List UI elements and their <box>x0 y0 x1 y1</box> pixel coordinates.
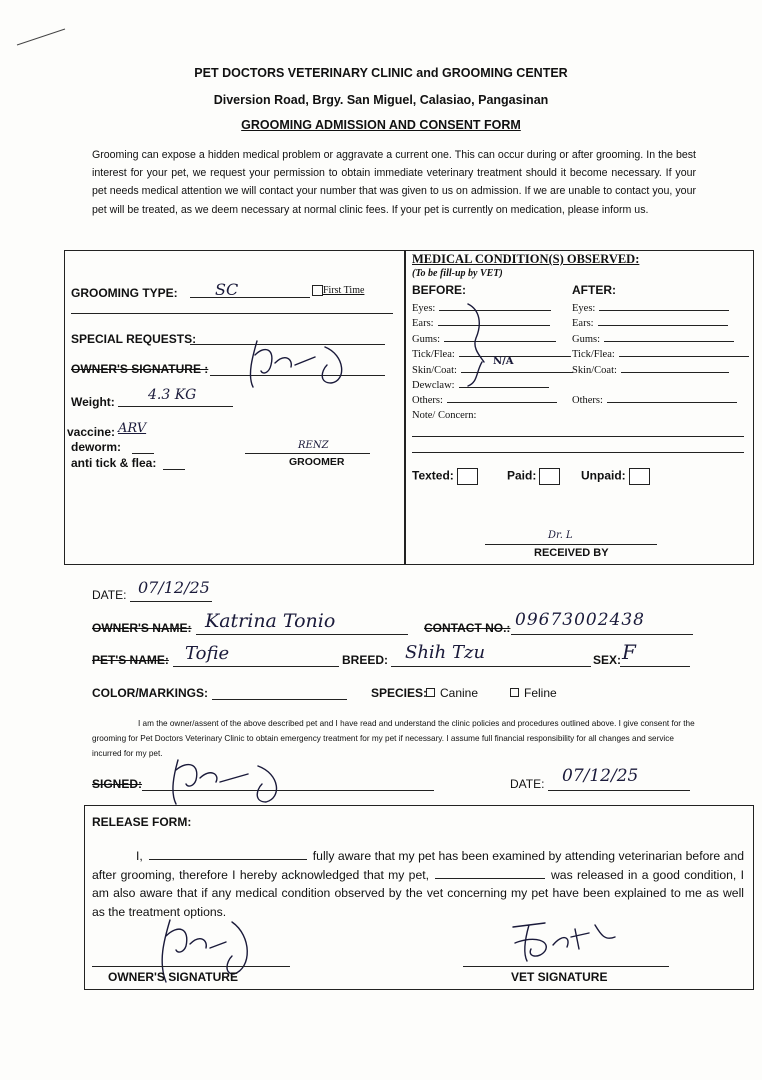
color-label: COLOR/MARKINGS: <box>92 686 208 700</box>
unpaid-checkbox[interactable] <box>581 468 650 485</box>
consent-date-value[interactable]: 07/12/25 <box>562 766 639 786</box>
texted-checkbox[interactable] <box>412 468 478 485</box>
before-field-label: Eyes: <box>412 303 436 314</box>
release-text-1: I, <box>136 849 143 863</box>
owner-name-value[interactable]: Katrina Tonio <box>205 610 336 632</box>
consent-date-line <box>548 789 690 791</box>
form-title: GROOMING ADMISSION AND CONSENT FORM <box>241 118 521 132</box>
species-label: SPECIES: <box>371 686 428 700</box>
species-feline-label: Feline <box>524 686 557 700</box>
groomer-label: GROOMER <box>289 456 345 468</box>
after-field-line <box>621 363 729 373</box>
grooming-type-value[interactable]: SC <box>215 280 239 299</box>
after-field-label: Ears: <box>572 318 594 330</box>
date-value[interactable]: 07/12/25 <box>138 578 210 597</box>
date-line <box>130 600 212 602</box>
weight-line <box>118 405 233 407</box>
after-field-row[interactable] <box>572 393 737 406</box>
received-by-value[interactable]: Dr. L <box>548 530 573 541</box>
after-field-label: Skin/Coat: <box>572 364 617 376</box>
release-vet-line <box>463 965 669 967</box>
vaccine-value[interactable]: ARV <box>118 421 147 436</box>
before-field-row[interactable] <box>412 393 557 406</box>
medical-subtitle: (To be fill-up by VET) <box>412 268 503 279</box>
before-label: BEFORE: <box>412 283 466 297</box>
release-title: RELEASE FORM: <box>92 815 192 829</box>
after-field-line <box>607 393 737 403</box>
after-field-label: Others: <box>572 395 603 406</box>
first-time-checkbox[interactable] <box>312 285 364 296</box>
anti-tick-label: anti tick & flea: <box>71 456 157 470</box>
contact-value[interactable]: 09673002438 <box>515 610 645 630</box>
before-field-label: Skin/Coat: <box>412 364 457 376</box>
scan-mark <box>15 25 70 50</box>
first-time-label: First Time <box>323 285 365 296</box>
after-field-line <box>604 332 734 342</box>
after-field-row[interactable] <box>572 363 729 376</box>
after-field-line <box>599 301 729 311</box>
paid-checkbox[interactable] <box>507 468 560 485</box>
before-field-label: Tick/Flea: <box>412 349 455 361</box>
signed-label: SIGNED: <box>92 777 143 791</box>
clinic-name: PET DOCTORS VETERINARY CLINIC and GROOMING CENTER <box>194 66 568 80</box>
contact-line <box>511 633 693 635</box>
after-field-label: Eyes: <box>572 303 596 314</box>
vaccine-label: vaccine: <box>67 425 116 439</box>
special-requests-label: SPECIAL REQUESTS: <box>71 332 197 346</box>
before-field-label: Gums: <box>412 333 441 345</box>
species-feline-checkbox[interactable] <box>510 686 557 700</box>
release-name-blank[interactable] <box>149 849 307 860</box>
texted-label: Texted: <box>412 468 454 483</box>
vet-signature <box>505 915 625 967</box>
anti-tick-line <box>163 468 185 470</box>
release-text-3: was released in a good condition, I am also aware that if any medical condition observed by the vet concerning my pet have been explained to me as well as the treatment options. <box>92 867 744 919</box>
deworm-label: deworm: <box>71 440 122 454</box>
grooming-type-label: GROOMING TYPE: <box>71 286 178 300</box>
received-by-label: RECEIVED BY <box>534 547 609 559</box>
release-owner-line <box>92 965 290 967</box>
after-field-label: Tick/Flea: <box>572 349 615 361</box>
groomer-line <box>245 452 370 454</box>
deworm-line <box>132 452 154 454</box>
release-pet-blank[interactable] <box>435 868 545 879</box>
sex-line <box>620 665 690 667</box>
groomer-name[interactable]: RENZ <box>298 440 329 451</box>
note-label: Note/ Concern: <box>412 410 477 421</box>
consent-signature <box>160 752 300 808</box>
unpaid-label: Unpaid: <box>581 468 626 483</box>
after-field-row[interactable] <box>572 301 729 314</box>
owner-name-label: OWNER'S NAME: <box>92 621 192 635</box>
after-field-label: Gums: <box>572 333 601 345</box>
before-field-line <box>447 393 557 403</box>
release-vet-label: VET SIGNATURE <box>511 970 608 984</box>
consent-date-label: DATE: <box>510 777 545 791</box>
release-owner-label: OWNER'S SIGNATURE <box>108 970 238 984</box>
consent-text: I am the owner/assent of the above described pet and I have read and understand the clinic policies and procedures outlined above. I give consent for the grooming for Pet Doctors Veterinary Clinic to obtain emergency treatment for my pet if necessary. I assume full financial responsibility for all changes and service incurred for my pet. <box>92 719 695 758</box>
owner-name-line <box>196 633 408 635</box>
sex-value[interactable]: F <box>622 640 636 664</box>
color-line <box>212 698 347 700</box>
contact-label: CONTACT NO.: <box>424 621 511 635</box>
grooming-extra-line <box>71 312 393 314</box>
grooming-type-line <box>190 296 310 298</box>
before-field-label: Dewclaw: <box>412 380 455 391</box>
sex-label: SEX: <box>593 653 622 667</box>
medical-box <box>404 250 754 565</box>
release-paragraph <box>92 847 744 921</box>
breed-value[interactable]: Shih Tzu <box>405 642 486 663</box>
note-line-1 <box>412 435 744 437</box>
before-field-label: Ears: <box>412 318 434 330</box>
species-canine-label: Canine <box>440 686 479 700</box>
owner-signature-top <box>235 335 355 395</box>
medical-title: MEDICAL CONDITION(S) OBSERVED: <box>412 252 640 266</box>
pet-name-label: PET'S NAME: <box>92 653 169 667</box>
pet-name-value[interactable]: Tofie <box>185 643 230 664</box>
pet-name-line <box>173 665 339 667</box>
after-field-row[interactable] <box>572 316 728 329</box>
weight-label: Weight: <box>71 395 115 409</box>
before-field-label: Others: <box>412 395 443 407</box>
after-field-line <box>598 316 728 326</box>
date-label: DATE: <box>92 588 127 602</box>
after-field-row[interactable] <box>572 332 734 345</box>
owner-signature-label: OWNER'S SIGNATURE : <box>71 362 209 376</box>
clinic-address: Diversion Road, Brgy. San Miguel, Calasiao, Pangasinan <box>213 93 549 107</box>
weight-value[interactable]: 4.3 KG <box>148 387 197 403</box>
breed-line <box>391 665 591 667</box>
release-text-2: fully aware that my pet has been examined by attending veterinarian before and after grooming, therefore I hereby acknowledged that my pet, <box>92 849 744 882</box>
after-field-line <box>619 347 749 357</box>
received-by-line <box>485 543 657 545</box>
paid-label: Paid: <box>507 468 537 483</box>
intro-paragraph: Grooming can expose a hidden medical problem or aggravate a current one. This can occur during or after grooming. In the best interest for your pet, we request your permission to obtain immediate veterinary treatment should it become necessary. If your pet needs medical attention we will contact your number that was given to us on admission. If we are unable to contact you, your pet will be treated, as we deem necessary at normal clinic fees. If your pet is currently on medication, please inform us. <box>92 149 696 216</box>
before-annotation[interactable]: N/A <box>493 356 514 367</box>
species-canine-checkbox[interactable] <box>426 686 478 700</box>
note-line-2 <box>412 451 744 453</box>
after-field-row[interactable] <box>572 347 749 360</box>
before-bracket <box>460 300 500 390</box>
breed-label: BREED: <box>342 653 389 667</box>
after-label: AFTER: <box>572 283 616 297</box>
